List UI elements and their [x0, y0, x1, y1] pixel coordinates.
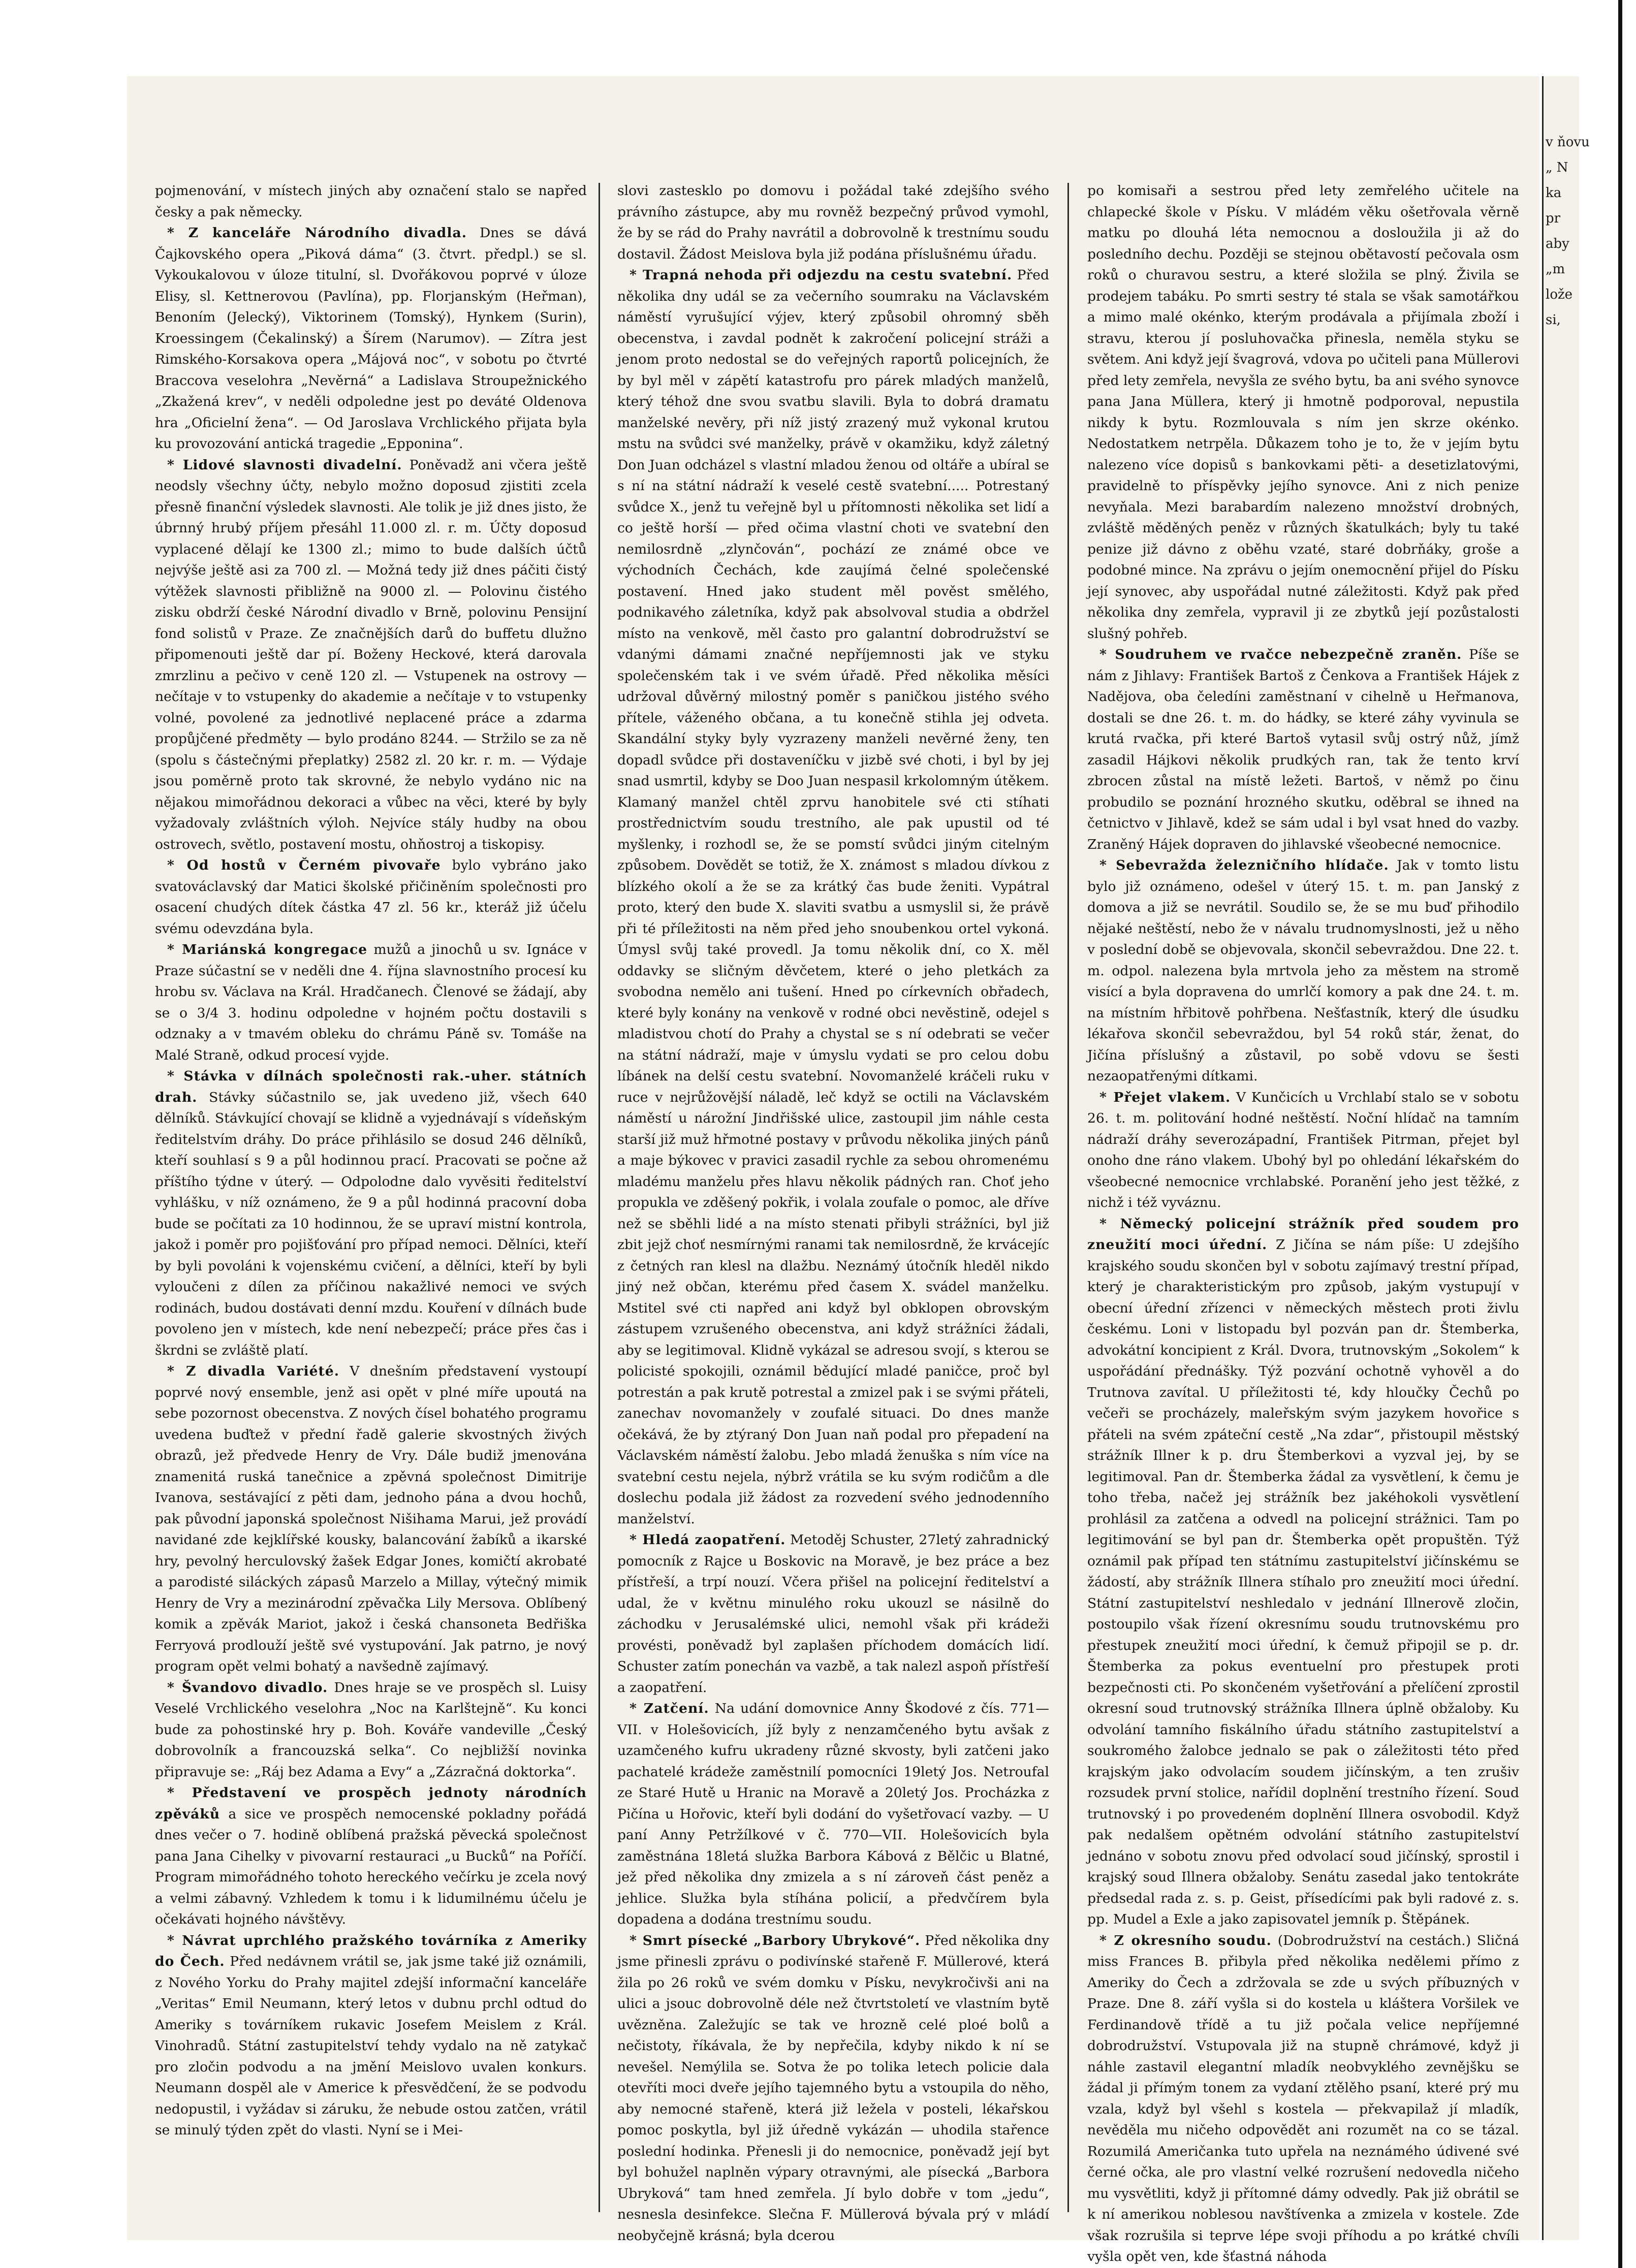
news-body: Píše se nám z Jihlavy: František Bartoš z Čenkova a František Hájek z Nadějova, oba čeledíni zaměstnaní v cihelně u Heřmanova, dostali se dne 26. t. m. do hádky, se které záhy vyvinula se krutá rvačka, při které Bartoš vytasil svůj ostrý nůž, jímž zasadil Hájkovi několik prudkých ran, tak že tento krví zbrocen zůstal na místě ležeti. Bartoš, v němž po činu probudilo se poznání hrozného skutku, oděbral se ihned na četnictvo v Jihlavě, kdež se sám udal i byl vsat hned do vazby. Zraněný Hájek dopraven do jihlavské všeobecné nemocnice. — [1087, 647, 1520, 852]
news-item — [1087, 644, 1519, 855]
news-body: Na udání domovnice Anny Škodové z čís. 771—VII. v Holešovicích, jíž byly z nenzamčeného bytu avšak z uzamčeného kufru ukradeny různé skvosty, byli zatčeni jako pachatelé krádeže zaměstnilí pomocníci 19letý Jos. Netroufal ze Staré Hutě u Hranic na Moravě a 20letý Jos. Procházka z Pičína u Hořovic, kteří byli dodání do vyšetřovací vazby. — U paní Anny Petržílkové v č. 770—VII. Holešovicích byla zaměstnána 18letá služka Barbora Kábová z Bělčic u Blatné, jež před několika dny zmizela a s ní zároveň část peněz a jehlice. Služka byla stíhána policií, a předvčírem byla dopadena a dodána trestnímu soudu. — [617, 1701, 1050, 1927]
news-body: Z Jičína se nám píše: U zdejšího krajského soudu skončen byl v sobotu zajímavý trestní případ, který je charakteristickým pro způsob, jakým vystupují v obecní úřední zřízenci v německých městech proti živlu českému. Loni v listopadu byl pozván pan dr. Štemberka, advokátní koncipient z Král. Dvora, trutnovským „Sokolem“ k uspořádání přednášky. Týž pozvání ochotně vyhověl a do Trutnova zavítal. U příležitosti té, kdy hloučky Čechů po večeři se procházely, maleřským svým jazykem hovořice s přáteli na svém zpáteční cestě „Na zdar“, přistoupil městský strážník Illner k p. dru Štemberkovi a vyzval jej, by se legitimoval. Pan dr. Štemberka žádal za vysvětlení, k čemu je toho třeba, načež jej strážník bez jakéhokoli vysvětlení prohlásil za zatčena a odvedl na policejní strážnici. Tam po legitimování se byl pan dr. Štemberka opět propuštěn. Týž oznámil pak případ ten státnímu zastupitelství jičínskému se žádostí, aby strážník Illnera stíhalo pro zneužití moci úřední. Státní zastupitelství neshledalo v jednání Illnerově zločin, postoupilo však řízení okresnímu soudu trutnovskému pro přestupek zneužití moci úřední, k čemuž připojil se p. dr. Štemberka za pokus eventuelní pro přestupek proti bezpečnosti cti. Po skončeném vyšetřování a přelíčení zprostil okresní soud trutnovský strážníka Illnera úplně obžaloby. Ku odvolání tamního fiskálního úřadu státního zastupitelství a soukromého žalobce jednalo se pak o záležitosti této před krajským jako odvolacím soudem jičínským, a ten zrušiv rozsudek první stolice, nařídil doplnění trestního řízení. Soud trutnovský i po provedeném doplnění Illnera osvobodil. Když pak nedalšem opětném odvolání státního zastupitelství jednáno v sobotu znovu před odvolací soud jičínský, sprostil i krajský soud Illnera obžaloby. Senátu zasedal jako tentokráte předsedal rada z. s. p. Geist, přísedícími pak byli radové z. s. pp. Mudel a Exle a jako zapisovatel jemník p. Štěpánek. — [1087, 1237, 1519, 1927]
news-headline: * Mariánská kongregace — [167, 942, 368, 957]
news-item — [1087, 1213, 1519, 1930]
news-body: Dnes se dává Čajkovského opera „Piková dáma“ (3. čtvrt. předpl.) se sl. Vykoukalovou v úloze titulní, sl. Dvořákovou poprvé v úloze Elisy, sl. Kettnerovou (Pavlína), pp. Florjanským (Heřman), Benoním (Jelecký), Viktorinem (Tomský), Hynkem (Surin), Kroessingem (Čekalinský) a Šírem (Narumov). — Zítra jest Rimského-Korsakova opera „Májová noc“, v sobotu po čtvrté Braccova veselohra „Nevěrná“ a Ladislava Stroupežnického „Zkažená krev“, v neděli odpoledne jest po deváté Oldenova hra „Oficielní žena“. — Od Jaroslava Vrchlického přijata byla ku provozování antická tragedie „Epponina“. — [155, 225, 587, 452]
edge-text-fragment: „ N — [1546, 160, 1568, 175]
news-body: V Kunčicích u Vrchlabí stalo se v sobotu 26. t. m. politování hodné neštěstí. Noční hlídač na tamním nádraží dráhy severozápadní, František Pitrman, přejet byl onoho dne ráno vlakem. Ubohý byl po ohledání lékařském do všeobecné nemocnice vrchlabské. Poranění jeho jest těžké, z nichž i též vyváznu. — [1087, 1089, 1519, 1210]
news-headline: * Smrt písecké „Barbory Ubrykové“. — [630, 1932, 921, 1948]
edge-text-fragment: „m — [1546, 262, 1565, 277]
news-body: Metoděj Schuster, 27letý zahradnický pomocník z Rajce u Boskovic na Moravě, je bez práce a bez přístřeší, a trpí nouzí. Včera přišel na policejní ředitelství a udal, že v květnu minulého roku ukouzl se násilně do záchodku v Jerusalémské ulici, nemohl však při krádeži provésti, poněvadž byl zaplašen příchodem domácích lidí. Schuster zatím ponechán va vazbě, a tak nalezl aspoň přístřeší a zaopatření. — [617, 1532, 1049, 1696]
newspaper-page — [127, 76, 1539, 2264]
news-body: Poněvadž ani včera ještě neodsly všechny účty, nebylo možno doposud zjistiti zcela přesně finanční výsledek slavnosti. Ale tolik je již dnes jisto, že úbrnný hrubý příjem přesáhl 11.000 zl. r. m. Účty doposud vyplacené dělají ke 1300 zl.; mimo to bude dalších účtů nejvýše ještě asi za 700 zl. — Možná tedy již dnes páčiti čistý výtěžek slavnosti přibližně na 9000 zl. — Polovinu čistého zisku obdrží české Národní divadlo v Brně, polovinu Pensijní fond solistů v Praze. Ze značnějších darů do buffetu dlužno připomenouti ještě dar pí. Boženy Heckové, která darovala zmrzlinu a pečivo v ceně 120 zl. — Vstupenek na ostrovy — nečítaje v to vstupenky do akademie a nečítaje v to vstupenky volné, povolené za jednotlivé neplacené práce a zdarma propůjčené předměty — bylo prodáno 8244. — Stržilo se za ně (spolu s částečnými přeplatky) 2582 zl. 20 kr. r. m. — Výdaje jsou poměrně proto tak skrovné, že nebylo vydáno nic na nějakou mimořádnou dekoraci a vůbec na věci, které by byly vyžadovaly zvláštních výloh. Nejvíce stály hudby na obou ostrovech, světlo, postavení mostu, ohňostroj a tiskopisy. — [155, 457, 587, 852]
news-headline: * Z okresního soudu. — [1099, 1932, 1272, 1948]
column-1 — [155, 180, 587, 2220]
news-headline: * Zatčení. — [630, 1701, 709, 1716]
scan-border — [1618, 0, 1622, 2268]
news-headline: * Přejet vlakem. — [1099, 1089, 1231, 1105]
news-headline: * Představení ve prospěch jednoty národních zpěváků — [155, 1785, 587, 1822]
adjacent-page-edge — [1542, 76, 1579, 2240]
edge-text-fragment: lože — [1546, 287, 1573, 302]
news-body: Jak v tomto listu bylo již oznámeno, odešel v úterý 15. t. m. pan Janský z domova a již se nevrátil. Soudilo se, že se mu buď přihodilo nějaké neštěstí, nebo že v návalu trudnomyslnosti, jež u něho v poslední době se objevovala, skončil sebevraždou. Dne 22. t. m. odpol. nalezena byla mrtvola jeho za městem na stromě visící a byla dopravena do umrlčí komory a pak dne 24. t. m. na místním hřbitově pohřbena. Nešťastník, který dle úsudku lékařova skončil sebevraždou, byl 54 roků stár, ženat, do Jičína příslušný a zůstavil, po sobě vdovu se šesti nezaopatřenými dítkami. — [1087, 857, 1519, 1084]
news-headline: * Švandovo divadlo. — [167, 1679, 328, 1696]
article-continuation: slovi zastesklo po domovu i požádal také zdejšího svého právního zástupce, aby mu rovněž bezpečný průvod vymohl, že by se rád do Prahy navrátil a dobrovolně k trestnímu soudu dostavil. Žádost Meislova byla již podána příslušnému úřadu. — [617, 183, 1049, 262]
news-item — [1087, 1930, 1519, 2267]
news-headline: * Z kanceláře Národního divadla. — [167, 225, 467, 241]
news-body: V dnešním představení vystoupí poprvé nový ensemble, jenž asi opět v plné míře upoutá na sebe pozornost obecenstva. Z nových čísel bohatého programu uvedena buďtež v přední řadě galerie skvostných živých obrazů, jež předvede Henry de Vry. Dále budiž jmenována znamenitá ruská tanečnice a zpěvná společnost Dimitrije Ivanova, sestávající z pěti dam, jednoho pána a dvou hochů, pak původní japonská společnost Nišihama Marui, jež provádí navidané zde kejklířské kousky, balancování žabíků a ikarské hry, pevolný herculovský žašek Edgar Jones, komičtí akrobaté a parodisté siláckých zápasů Marzelo a Millay, výtečný mimik Henry de Vry a mezinárodní zpěvačka Lily Mersova. Oblíbený komik a zpěvák Mariot, jakož i česká chansoneta Bedřiška Ferryová prodlouží ještě své vystupování. Jak patrno, je nový program opět velmi bohatý a navšedně zajímavý. — [155, 1363, 587, 1674]
article-continuation: pojmenování, v místech jiných aby označení stalo se napřed česky a pak německy. — [155, 183, 587, 220]
news-item — [617, 1698, 1049, 1930]
news-headline: * Hledá zaopatření. — [630, 1532, 786, 1548]
news-body: a sice ve prospěch nemocenské pokladny pořádá dnes večer o 7. hodině oblíbená pražská pěvecká společnost pana Jana Cihelky v pivovarní restauraci „u Bucků“ na Poříčí. Program mimořádného tohoto hereckého večírku je zcela nový a velmi zábavný. Vzhledem k tomu i k lidumilnému účelu je očekávati hojného návštěvy. — [155, 1806, 587, 1927]
news-body: Před nedávnem vrátil se, jak jsme také již oznámili, z Nového Yorku do Prahy majitel zdejší informační kanceláře „Veritas“ Emil Neumann, který letos v dubnu prchl odtud do Ameriky s továrníkem rukavic Josefem Meislem z Král. Vinohradů. Státní zastupitelství tehdy vydalo na ně zatykač pro zločin podvodu a na jmění Meislovo uvalen konkurs. Neumann dospěl ale v Americe k přesvědčení, že se podvodu nedopustil, i vyžádav si záruku, že nebude ostou zatčen, vrátil se minulý týden zpět do vlasti. Nyní se i Mei- — [155, 1954, 587, 2138]
news-item — [617, 1930, 1049, 2247]
column-rule — [599, 183, 600, 2212]
news-item — [155, 455, 587, 855]
column-2 — [617, 180, 1050, 2244]
edge-text-fragment: pr — [1546, 211, 1561, 226]
news-body: (Dobrodružství na cestách.) Sličná miss Frances B. přibyla před několika nedělemi přímo z Ameriky do Čech a zdržovala se zde u svých příbuzných v Praze. Dne 8. září vyšla si do kostela u kláštera Voršilek ve Ferdinandově třídě a tu již počala velice nepříjemné dobrodružství. Vstupovala již na stupně chrámové, když ji náhle zastavil elegantní mladík neobvyklého zevnějšku se žádal ji přímým tonem za vydaní ztělěho psaní, které prý mu vzala, když byl všehl s kostela — překvapilaž jí mladík, nevěděla mu ničeho odpovědět ani rozumět na co se tázal. Rozumilá Američanka tuto upřela na neznámého údivené své černé očka, ale pro vlastní velké rozrušení nedovedla ničeho mu vysvětliti, když ji přítomné dámy odvedly. Pak již obrátil se k ní amerikou noblesou navštívenka a zmizela v kostele. Zde však rozrušila si teprve lépe svoji příhodu a po krátké chvíli vyšla opět ven, kde šťastná náhoda — [1087, 1932, 1519, 2264]
news-item — [155, 939, 587, 1066]
news-item — [1087, 1087, 1519, 1213]
news-headline: * Návrat uprchlého pražského továrníka z Ameriky do Čech. — [155, 1932, 587, 1969]
news-item — [1087, 855, 1519, 1087]
news-item — [155, 1782, 587, 1930]
news-item — [155, 1361, 587, 1677]
news-headline: * Sebevražda železničního hlídače. — [1099, 857, 1389, 873]
article-continuation: po komisaři a sestrou před lety zemřelého učitele na chlapecké škole v Písku. V mládém věku ošetřovala věrně matku po dlouhá léta nemocnou a dosloužila ji až do posledního dechu. Později se stejnou obětavostí pečovala osm roků o churavou sestru, a které složila se plný. Živila se prodejem tabáku. Po smrti sestry té stala se však samotářkou a mimo malé okénko, kterým prodávala a přijímala zboží i stravu, kterou jí posluhovačka přinesla, neměla styku se světem. Ani když její švagrová, vdova po učiteli pana Müllerovi před lety zemřela, nevyšla ze svého bytu, ba ani svého synovce pana Jana Müllera, který ji hmotně podporoval, nepustila nikdy k bytu. Rozmlouvala s ním jen skrze okénko. Nedostatkem netrpěla. Důkazem toho je to, že v jejím bytu nalezeno více dopisů s bankovkami pěti- a desetizlatovými, pravidelně to příspěvky jejího synovce. Ani z nich penize nevyňala. Mezi barabardím nalezeno množství drobných, zvláště měděných peněz v různých škatulkách; byly tu také penize již dávno z oběhu vzaté, staré dobrňáky, groše a podobné mince. Na zprávu o jejím onemocnění přijel do Písku její synovec, aby uspořádal nutné záležitosti. Když pak před několika dny zemřela, vypravil ji ze zbytků její pozůstalosti slušný pohřeb. — [1087, 183, 1519, 642]
news-body: Stávky súčastnilo se, jak uvedeno již, všech 640 dělníků. Stávkující chovají se klidně a vyjednávají s vídeňským ředitelstvím dráhy. Do práce přihlásilo se dosud 246 dělníků, kteří souhlasí s 9 a půl hodinnou prací. Pracovati se počne až příštího týdne v úterý. — Odpolodne dalo vyvěsiti ředitelství vyhlášku, v níž oznámeno, že 9 a půl hodinná pracovní doba bude se počítati za 10 hodinnou, že se upraví mistní kontrola, jakož i poměr pro pojišťování pro případ nemoci. Dělníci, kteří by byli povoláni k vojenskému cvičení, a dělníci, kteří by byli vyloučeni z dílen za příčinou nakažlivé nemoci ve svých rodinách, budou dostávati denní mzdu. Kouření v dílnách bude povoleno jen v místech, kde není nebezpečí; práce přes čas i škrdni se zvláště platí. — [155, 1089, 587, 1358]
news-headline: * Od hostů v Černém pivovaře — [167, 857, 441, 873]
news-item — [155, 855, 587, 939]
news-item — [155, 1677, 587, 1783]
news-body: Před několika dny jsme přinesli zprávu o podivínské stařeně F. Müllerové, která žila po 26 roků ve svém domku v Písku, nevykročivši ani na ulici a jsouc dobrovolně déle než čtvrtstoletí ve vlastním bytě uvězněna. Zaležujíc se tak ve hrozně celé ploé bolů a nečistoty, říkávala, že by nepřečila, kdyby nikdo k ní se nevešel. Nemýlila se. Sotva že po tolika letech policie dala otevříti moci dveře jejího tajemného bytu a vstoupila do něho, aby nemocné stařeně, která již ležela v posteli, lékařskou pomoc poskytla, byl již úředně vykázán — uhodila stařence poslední hodinka. Přenesli ji do nemocnice, poněvadž její byt byl bohužel naplněn výpary otravnými, ale písecká „Barbora Ubryková“ tam hned zemřela. Jí bylo dobře v tom „jedu“, nesnesla desinfekce. Slečna F. Müllerová bývala prý v mládí neobyčejně krásná; byla dcerou — [617, 1932, 1049, 2244]
column-rule — [1067, 183, 1069, 2212]
news-item — [155, 1930, 587, 2141]
news-headline: * Lidové slavnosti divadelní. — [167, 457, 402, 473]
edge-text-fragment: si, — [1546, 312, 1561, 328]
news-item — [155, 222, 587, 455]
news-headline: * Soudruhem ve rvačce nebezpečně zraněn. — [1099, 647, 1462, 662]
news-body: bylo vybráno jako svatováclavský dar Matici školské přičiněním společnosti pro osacení chudých dítek částka 47 zl. 56 kr., kteráž již účelu svému odevzdána byla. — [155, 857, 587, 937]
news-headline: * Stávka v dílnách společnosti rak.-uher. státních drah. — [155, 1068, 587, 1105]
edge-text-fragment: aby — [1546, 236, 1569, 251]
news-item — [155, 1066, 587, 1361]
column-3 — [1087, 180, 1520, 2264]
news-body: Před několika dny udál se za večerního soumraku na Václavském náměstí vyrušující výjev, který způsobil ohromný sběh obecenstva, i zavdal podnět k zakročení policejní stráži a jenom proto nedostal se do veřejných raportů policejních, že by byl měl v zápětí katastrofu pro párek mladých manželů, který téhož dne svou svatbu slavili. Byla to dobrá dramatu manželské nevěry, při níž jistý zrazený muž vykonal krutou mstu na svůdci své manželky, právě v okamžiku, když záletný Don Juan odcházel s vlastní mladou ženou od oltáře a ubíral se s ní na státní nádraží k veselé cestě svatební..... Potrestaný svůdce X., jenž tu veřejně byl u přítomnosti několika set lidí a co ještě horší — před očima vlastní choti ve svatební den nemilosrdně „zlynčován“, pochází ze známé obce ve východních Čechách, kde zaujímá čelné společenské postavení. Hned jako student měl pověst smělého, podnikavého záletníka, když pak absolvoval studia a obdržel místo na venkově, měl často pro galantní dobrodružství se vdanými dámami značné nepříjemnosti jak ve styku společenském tak i ve svém úřadě. Před několika měsíci udržoval důvěrný milostný poměr s paničkou jistého svého přítele, váženého občana, a tu konečně stihla jej odveta. Skandální styky byly vyzrazeny manželi nevěrné ženy, ten dopadl svůdce při dostaveníčku v jizbě své choti, i byl by jej snad usmrtil, kdyby se Doo Juan nespasil krkolomným útěkem. Klamaný manžel chtěl zprvu hanobitele své cti stíhati prostřednictvím soudu trestního, ale pak upustil od té myšlenky, i rozhodl se, že se pomstí svůdci jiným citelným způsobem. Dovědět se totiž, že X. známost s mladou dívkou z blízkého okolí a že se za krátký čas bude ženiti. Vypátral proto, který den bude X. slaviti svatbu a usmyslil si, že právě při té příležitosti na něm před jeho snoubenkou ortel vykoná. Úmysl svůj také provedl. Ja tomu několik dní, co X. měl oddavky se sličným děvčetem, které o jeho pletkách za svobodna nemělo ani tušení. Hned po církevních obřadech, které byly konány na venkově v rodné obci nevěstině, odejel s mladistvou chotí do Prahy a chystal se s ní odebrati se večer na státní nádraží, maje v úmyslu vydati se pro celou dobu líbánek na delší cestu svatební. Novomanželé kráčeli ruku v ruce v nejrůžovější náladě, leč když se octili na Václavském náměstí u nárožní Jindřišské ulice, zastoupil jim náhle cesta starší již muž hřmotné postavy v průvodu několika jiných pánů a maje býkovec v pravici zasadil rychle za sebou ohromenému mladému manželu přes hlavu několik pádných ran. Choť jeho propukla ve zděšený pokřik, i volala zoufale o pomoc, ale dříve než se sběhli lidé a na místo stenati přibyli strážníci, byl již zbit jejž choť nesmírnými ranami tak nemilosrdně, že krvácejíc z četných ran klesl na dlažbu. Neznámý útočník hleděl nikdo jiný než občan, kterému před časem X. svádel manželku. Mstitel své cti napřed ani když byl obklopen obrovským zástupem vzrušeného obecenstva, ani když strážníci žádali, aby se legitimoval. Klidně vykázal se adresou svojí, s kterou se policisté spokojili, oznámil bědující mladé paničce, proč byl potrestán a pak krutě potrestal a zmizel pak i se svými přáteli, zanechav novomanžely v zoufalé situaci. Do dnes manže očekává, že by ztýraný Don Juan naň podal pro přepadení na Václavském náměstí žalobu. Jebo mladá ženuška s ním více na svatební cestu nejela, nýbrž vrátila se ku svým rodičům a dle doslechu podala již žádost za rozvedení svého jednodenního manželství. — [617, 267, 1049, 1527]
news-headline: * Trapná nehoda při odjezdu na cestu svatební. — [630, 267, 1013, 283]
edge-text-fragment: v ňovu — [1546, 135, 1590, 150]
news-item — [617, 1529, 1049, 1698]
news-item — [617, 265, 1049, 1529]
news-body: Dnes hraje se ve prospěch sl. Luisy Veselé Vrchlického veselohra „Noc na Karlštejně“. Ku konci bude za pohostinské hry p. Boh. Kováře vandeville „Český dobrovolník a francouzská selka“. Co nejbližší novinka připravuje se: „Ráj bez Adama a Evy“ a „Zázračná doktorka“. — [155, 1679, 587, 1780]
news-headline: * Z divadla Variété. — [167, 1363, 339, 1379]
news-headline: * Německý policejní strážník před soudem pro zneužití moci úřední. — [1087, 1216, 1519, 1253]
edge-text-fragment: ka — [1546, 185, 1562, 201]
news-body: mužů a jinochů u sv. Ignáce v Praze súčastní se v neděli dne 4. října slavnostního procesí ku hrobu sv. Václava na Král. Hradčanech. Členové se žádají, aby se o 3/4 3. hodinu odpoledne v hojném počtu dostavili s odznaky a v tmavém obleku do chrámu Páně sv. Tomáše na Malé Straně, odkud procesí vyjde. — [155, 942, 587, 1063]
